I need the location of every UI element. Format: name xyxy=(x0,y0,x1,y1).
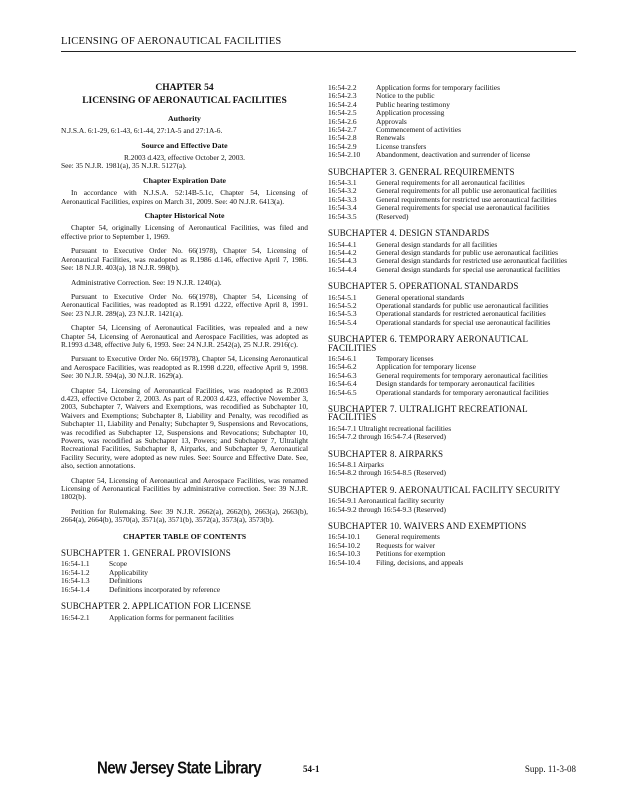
subchapter-4-title: SUBCHAPTER 4. DESIGN STANDARDS xyxy=(328,228,490,239)
subchapter-5-title: SUBCHAPTER 5. OPERATIONAL STANDARDS xyxy=(328,281,519,292)
section-number: 16:54-4.3 xyxy=(328,256,357,266)
toc-entry xyxy=(328,92,578,100)
toc-entry xyxy=(61,560,308,568)
toc-entry xyxy=(328,559,578,567)
section-title: Filing, decisions, and appeals xyxy=(376,557,464,567)
history-heading: Chapter Historical Note xyxy=(144,211,225,221)
section-title: General requirements for special use aeronautical facilities xyxy=(376,203,550,213)
toc-entry xyxy=(328,389,578,397)
section-number: 16:54-2.7 xyxy=(328,125,357,135)
toc-line: 16:54-8.1 Airparks xyxy=(328,460,384,470)
section-title: Notice to the public xyxy=(376,91,435,101)
section-number: 16:54-1.3 xyxy=(61,576,90,586)
section-title: General design standards for special use aeronautical facilities xyxy=(376,264,561,274)
section-title: Application processing xyxy=(376,108,445,118)
section-title: Definitions incorporated by reference xyxy=(109,584,221,594)
toc-entry xyxy=(328,542,578,550)
section-number: 16:54-6.4 xyxy=(328,379,357,389)
left-column xyxy=(61,84,308,622)
toc-line: 16:54-9.1 Aeronautical facility security xyxy=(328,496,445,506)
section-number: 16:54-2.9 xyxy=(328,141,357,151)
section-title: Application for temporary license xyxy=(376,362,476,372)
expiration-heading: Chapter Expiration Date xyxy=(142,175,227,185)
toc-entry xyxy=(61,614,308,622)
subchapter-8-title: SUBCHAPTER 8. AIRPARKS xyxy=(328,448,444,459)
section-number: 16:54-10.3 xyxy=(328,549,361,559)
section-number: 16:54-5.3 xyxy=(328,309,357,319)
history-paragraph: Pursuant to Executive Order No. 66(1978), Chapter 54, Licensing of Aeronautical Facilities, was readopted as R.1991 d.222, effective April 8, 1991. See: 23 N.J.R. 289(a), 23 N.J.R. 1421(a). xyxy=(61,291,308,318)
section-number: 16:54-2.10 xyxy=(328,150,361,160)
toc-entry xyxy=(328,84,578,92)
toc-entry xyxy=(328,319,578,327)
toc-entry xyxy=(61,569,308,577)
section-title: License transfers xyxy=(376,141,427,151)
history-paragraph: Chapter 54, originally Licensing of Aeronautical Facilities, was filed and effective prior to September 1, 1969. xyxy=(61,223,308,241)
section-number: 16:54-4.2 xyxy=(328,247,357,257)
authority-text: N.J.S.A. 6:1-29, 6:1-43, 6:1-44, 27:1A-5 and 27:1A-6. xyxy=(61,126,223,136)
section-title: Application forms for temporary facilities xyxy=(376,83,500,92)
toc-entry xyxy=(328,126,578,134)
toc-line: 16:54-8.2 through 16:54-8.5 (Reserved) xyxy=(328,468,447,478)
authority-heading: Authority xyxy=(168,113,201,123)
section-title: Scope xyxy=(109,559,128,569)
history-paragraph: Chapter 54, Licensing of Aeronautical Facilities, was readopted as R.2003 d.423, effective October 2, 2003. As part of R.2003 d.423, effective November 3, 2003, Subchapter 7, Waivers and Exemptions, was recodified as Subchapter 10, Waivers and Exemptions; Subchapter 8, Liability and Penalty, was recodified as Subchapter 11, Liability and Penalty; Subchapter 9, Suspensions and Revocations, was recodified as Subchapter 12, Suspensions and Revocations; Subchapter 10, Powers, was recodified as Subchapter 13, Powers; and Subchapter 7, Ultralight Recreational Facilities, Subchapter 8, Airparks, and Subchapter 9, Aeronautical Facility Security, were adopted as new rules. See: Source and Effective Date. See, also, section annotations. xyxy=(61,385,308,471)
section-title: Commencement of activities xyxy=(376,125,461,135)
chapter-title: LICENSING OF AERONAUTICAL FACILITIES xyxy=(82,96,287,107)
section-title: Operational standards for temporary aeronautical facilities xyxy=(376,387,549,397)
section-number: 16:54-3.3 xyxy=(328,194,357,204)
history-paragraph: Chapter 54, Licensing of Aeronautical Facilities, was repealed and a new Chapter 54, Licensing of Aeronautical and Aerospace Facilities, was adopted as R.1993 d.348, effective July 6, 1993. See: 24 N.J.R. 2542(a), 25 N.J.R. 2916(c). xyxy=(61,323,308,349)
section-title: General requirements for temporary aeronautical facilities xyxy=(376,370,548,380)
section-number: 16:54-6.2 xyxy=(328,362,357,372)
subchapter-1-title: SUBCHAPTER 1. GENERAL PROVISIONS xyxy=(61,548,231,559)
section-title: General requirements for all aeronautical facilities xyxy=(376,178,525,188)
toc-entry xyxy=(328,101,578,109)
section-title: Applicability xyxy=(109,567,148,577)
toc-entry xyxy=(328,266,578,274)
toc-entry xyxy=(328,533,578,541)
section-title: Application forms for permanent facilities xyxy=(109,612,234,622)
section-number: 16:54-1.4 xyxy=(61,584,90,594)
section-number: 16:54-5.1 xyxy=(328,292,357,302)
toc-entry xyxy=(328,213,578,221)
section-title: Petitions for exemption xyxy=(376,549,446,559)
section-number: 16:54-2.4 xyxy=(328,99,357,109)
running-header-title: LICENSING OF AERONAUTICAL FACILITIES xyxy=(61,36,282,47)
section-number: 16:54-6.3 xyxy=(328,370,357,380)
section-title: General requirements for all public use aeronautical facilities xyxy=(376,186,557,196)
toc-line: 16:54-7.1 Ultralight recreational facilities xyxy=(328,423,452,433)
toc-entry xyxy=(328,109,578,117)
section-title: Abandonment, deactivation and surrender of license xyxy=(376,150,531,160)
history-paragraph: Pursuant to Executive Order No. 66(1978), Chapter 54, Licensing Aeronautical and Aerospace Facilities, was readopted as R.1998 d.220, effective April 9, 1998. See: 30 N.J.R. 594(a), 30 N.J.R. 1629(a). xyxy=(61,354,308,381)
section-number: 16:54-3.1 xyxy=(328,178,357,188)
section-title: Operational standards for public use aeronautical facilities xyxy=(376,300,549,310)
section-title: Public hearing testimony xyxy=(376,99,450,109)
source-text-1: R.2003 d.423, effective October 2, 2003. xyxy=(124,153,245,163)
section-number: 16:54-2.2 xyxy=(328,83,357,92)
toc-entry xyxy=(61,586,308,594)
subchapter-2-title: SUBCHAPTER 2. APPLICATION FOR LICENSE xyxy=(61,601,251,612)
toc-entry xyxy=(328,151,578,159)
running-header xyxy=(61,36,576,52)
section-number: 16:54-6.1 xyxy=(328,353,357,363)
subchapter-3-title: SUBCHAPTER 3. GENERAL REQUIREMENTS xyxy=(328,166,515,177)
section-number: 16:54-3.2 xyxy=(328,186,357,196)
section-number: 16:54-4.4 xyxy=(328,264,357,274)
section-title: General requirements for restricted use aeronautical facilities xyxy=(376,194,557,204)
section-number: 16:54-2.3 xyxy=(328,91,357,101)
section-title: (Reserved) xyxy=(376,211,409,221)
toc-line: 16:54-7.2 through 16:54-7.4 (Reserved) xyxy=(328,432,447,442)
section-title: General design standards for restricted use aeronautical facilities xyxy=(376,256,568,266)
section-number: 16:54-5.4 xyxy=(328,317,357,327)
toc-entry xyxy=(328,134,578,142)
section-title: Definitions xyxy=(109,576,143,586)
toc-line: 16:54-9.2 through 16:54-9.3 (Reserved) xyxy=(328,504,447,514)
toc-entry xyxy=(328,204,578,212)
section-number: 16:54-10.2 xyxy=(328,540,361,550)
section-number: 16:54-10.4 xyxy=(328,557,361,567)
section-number: 16:54-3.4 xyxy=(328,203,357,213)
section-title: Design standards for temporary aeronautical facilities xyxy=(376,379,535,389)
section-number: 16:54-2.8 xyxy=(328,133,357,143)
section-number: 16:54-2.6 xyxy=(328,116,357,126)
section-number: 16:54-1.2 xyxy=(61,567,90,577)
section-title: General operational standards xyxy=(376,292,465,302)
section-title: General design standards for all facilities xyxy=(376,239,498,249)
page-footer xyxy=(61,760,576,784)
supplement-date: Supp. 11-3-08 xyxy=(524,764,576,774)
section-number: 16:54-2.5 xyxy=(328,108,357,118)
source-text-2: See: 35 N.J.R. 1981(a), 35 N.J.R. 5127(a). xyxy=(61,161,187,171)
section-number: 16:54-1.1 xyxy=(61,559,90,569)
section-number: 16:54-4.1 xyxy=(328,239,357,249)
section-title: General requirements xyxy=(376,532,440,542)
section-title: Operational standards for special use aeronautical facilities xyxy=(376,317,551,327)
right-column xyxy=(328,84,578,567)
expiration-text: In accordance with N.J.S.A. 52:14B-5.1c, Chapter 54, Licensing of Aeronautical Facilities, expires on March 31, 2009. See: 40 N.J.R. 6413(a). xyxy=(61,188,308,206)
section-title: Renewals xyxy=(376,133,405,143)
section-number: 16:54-6.5 xyxy=(328,387,357,397)
history-paragraph: Petition for Rulemaking. See: 39 N.J.R. 2662(a), 2662(b), 2663(a), 2663(b), 2664(a), 2664(b), 3570(a), 3571(a), 3571(b), 3572(a), 3573(a), 3573(b). xyxy=(61,506,308,525)
section-title: Approvals xyxy=(376,116,407,126)
source-heading: Source and Effective Date xyxy=(141,140,228,150)
toc-title: CHAPTER TABLE OF CONTENTS xyxy=(122,531,247,541)
section-number: 16:54-5.2 xyxy=(328,300,357,310)
section-title: Operational standards for restricted aeronautical facilities xyxy=(376,309,546,319)
section-number: 16:54-2.1 xyxy=(61,612,90,622)
library-logo: New Jersey State Library xyxy=(97,758,262,779)
subchapter-10-title: SUBCHAPTER 10. WAIVERS AND EXEMPTIONS xyxy=(328,521,527,532)
history-paragraph: Chapter 54, Licensing of Aeronautical and Aerospace Facilities, was renamed Licensing of Aeronautical Facilities by administrative correction. See: 39 N.J.R. 1802(b). xyxy=(61,475,308,502)
subchapter-9-title: SUBCHAPTER 9. AERONAUTICAL FACILITY SECURITY xyxy=(328,484,561,495)
page-number: 54-1 xyxy=(303,764,320,774)
subchapter-7-title: SUBCHAPTER 7. ULTRALIGHT RECREATIONAL FACILITIES xyxy=(328,404,528,423)
history-paragraph: Pursuant to Executive Order No. 66(1978), Chapter 54, Licensing of Aeronautical Facilities, was readopted as R.1986 d.146, effective April 7, 1986. See: 18 N.J.R. 403(a), 18 N.J.R. 998(b). xyxy=(61,246,308,273)
history-paragraph: Administrative Correction. See: 19 N.J.R. 1240(a). xyxy=(71,277,222,287)
subchapter-6-title: SUBCHAPTER 6. TEMPORARY AERONAUTICAL FACILITIES xyxy=(328,334,528,353)
section-number: 16:54-3.5 xyxy=(328,211,357,221)
section-number: 16:54-10.1 xyxy=(328,532,361,542)
section-title: Requests for waiver xyxy=(376,540,436,550)
chapter-number: CHAPTER 54 xyxy=(155,83,214,93)
section-title: General design standards for public use aeronautical facilities xyxy=(376,247,559,257)
section-title: Temporary licenses xyxy=(376,353,434,363)
